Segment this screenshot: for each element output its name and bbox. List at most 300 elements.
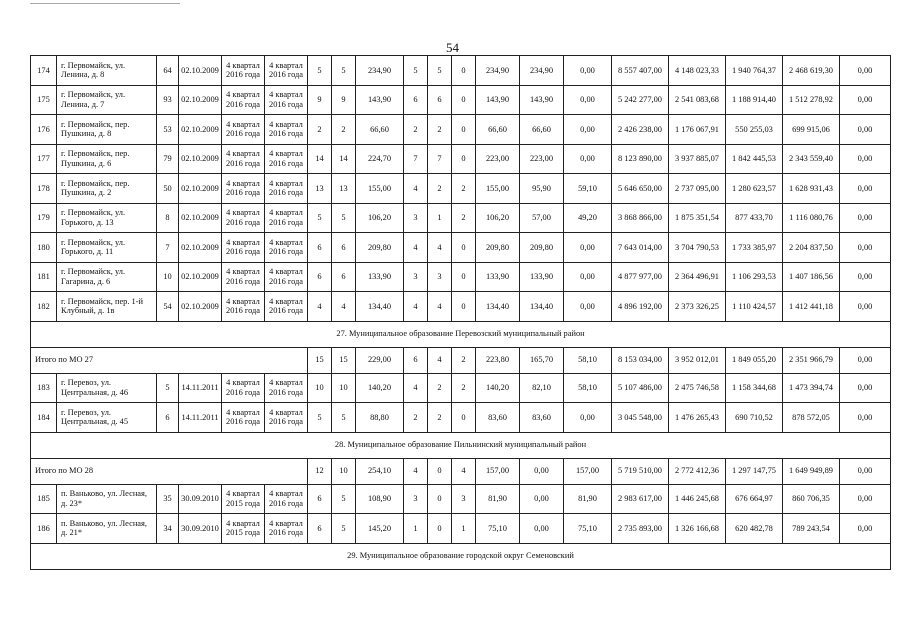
table-row — [31, 292, 891, 322]
quarter-cell: 4 квартал 2016 года — [222, 292, 265, 322]
table-cell: 1 628 931,43 — [783, 174, 840, 204]
date-cell: 02.10.2009 — [179, 85, 222, 115]
top-rule — [30, 3, 180, 4]
address-cell: п. Ваньково, ул. Лесная, д. 23* — [57, 484, 157, 514]
table-cell: 620 482,78 — [726, 514, 783, 544]
section-heading-row — [31, 432, 891, 458]
table-row — [31, 203, 891, 233]
table-cell: 5 — [332, 484, 356, 514]
row-number: 185 — [31, 484, 57, 514]
table-row — [31, 144, 891, 174]
table-cell: 3 868 866,00 — [612, 203, 669, 233]
table-cell: 1 842 445,53 — [726, 144, 783, 174]
table-cell: 550 255,03 — [726, 115, 783, 145]
table-cell: 0,00 — [840, 233, 891, 263]
quarter-cell: 4 квартал 2016 года — [222, 144, 265, 174]
table-cell: 1 158 344,68 — [726, 373, 783, 403]
table-cell: 6 — [308, 262, 332, 292]
total-row — [31, 458, 891, 484]
table-cell: 4 — [404, 233, 428, 263]
address-cell: г. Первомайск, ул. Гагарина, д. 6 — [57, 262, 157, 292]
table-cell: 223,80 — [476, 347, 520, 373]
address-cell: г. Перевоз, ул. Центральная, д. 45 — [57, 403, 157, 433]
table-cell: 165,70 — [520, 347, 564, 373]
address-cell: г. Первомайск, ул. Горького, д. 13 — [57, 203, 157, 233]
row-number: 175 — [31, 85, 57, 115]
table-cell: 0,00 — [564, 115, 612, 145]
table-cell: 234,90 — [520, 56, 564, 86]
table-cell: 0,00 — [564, 144, 612, 174]
table-cell: 81,90 — [564, 484, 612, 514]
table-cell: 209,80 — [356, 233, 404, 263]
row-number: 184 — [31, 403, 57, 433]
table-cell: 157,00 — [564, 458, 612, 484]
table-cell: 58,10 — [564, 347, 612, 373]
table-cell: 2 — [428, 373, 452, 403]
table-cell: 3 937 885,07 — [669, 144, 726, 174]
table-cell: 4 — [308, 292, 332, 322]
table-cell: 1 407 186,56 — [783, 262, 840, 292]
table-cell: 0,00 — [840, 403, 891, 433]
table-cell: 1 473 394,74 — [783, 373, 840, 403]
quarter-cell: 4 квартал 2016 года — [265, 203, 308, 233]
table-cell: 4 — [428, 347, 452, 373]
table-cell: 2 772 412,36 — [669, 458, 726, 484]
table-cell: 0,00 — [840, 347, 891, 373]
table-cell: 4 — [332, 292, 356, 322]
table-cell: 3 — [428, 262, 452, 292]
table-cell: 0 — [452, 115, 476, 145]
table-cell: 789 243,54 — [783, 514, 840, 544]
date-cell: 02.10.2009 — [179, 292, 222, 322]
date-cell: 02.10.2009 — [179, 115, 222, 145]
table-cell: 0,00 — [564, 56, 612, 86]
table-cell: 4 — [404, 174, 428, 204]
table-cell: 3 952 012,01 — [669, 347, 726, 373]
table-cell: 81,90 — [476, 484, 520, 514]
table-cell: 1 733 385,97 — [726, 233, 783, 263]
page-number: 54 — [446, 40, 459, 55]
table-cell: 0,00 — [840, 458, 891, 484]
table-cell: 2 983 617,00 — [612, 484, 669, 514]
table-cell: 0,00 — [840, 514, 891, 544]
table-cell: 0,00 — [520, 458, 564, 484]
table-cell: 2 — [452, 174, 476, 204]
table-cell: 1 280 623,57 — [726, 174, 783, 204]
row-number: 178 — [31, 174, 57, 204]
table-cell: 878 572,05 — [783, 403, 840, 433]
table-cell: 699 915,06 — [783, 115, 840, 145]
table-cell: 6 — [308, 233, 332, 263]
table-cell: 0,00 — [564, 233, 612, 263]
table-cell: 234,90 — [356, 56, 404, 86]
table-cell: 7 — [428, 144, 452, 174]
table-cell: 2 735 893,00 — [612, 514, 669, 544]
table-cell: 5 107 486,00 — [612, 373, 669, 403]
table-cell: 14 — [332, 144, 356, 174]
table-cell: 133,90 — [356, 262, 404, 292]
table-cell: 0 — [428, 458, 452, 484]
table-cell: 35 — [157, 484, 179, 514]
table-cell: 2 — [452, 203, 476, 233]
table-cell: 5 719 510,00 — [612, 458, 669, 484]
table-row — [31, 85, 891, 115]
quarter-cell: 4 квартал 2016 года — [265, 85, 308, 115]
table-cell: 8 153 034,00 — [612, 347, 669, 373]
table-cell: 2 — [404, 115, 428, 145]
quarter-cell: 4 квартал 2016 года — [222, 203, 265, 233]
date-cell: 02.10.2009 — [179, 174, 222, 204]
address-cell: г. Первомайск, ул. Ленина, д. 7 — [57, 85, 157, 115]
table-cell: 5 — [428, 56, 452, 86]
table-cell: 14 — [308, 144, 332, 174]
table-cell: 676 664,97 — [726, 484, 783, 514]
address-cell: г. Первомайск, ул. Ленина, д. 8 — [57, 56, 157, 86]
date-cell: 14.11.2011 — [179, 373, 222, 403]
table-cell: 0 — [428, 514, 452, 544]
table-cell: 157,00 — [476, 458, 520, 484]
table-cell: 2 475 746,58 — [669, 373, 726, 403]
table-cell: 4 — [428, 292, 452, 322]
table-cell: 34 — [157, 514, 179, 544]
table-cell: 58,10 — [564, 373, 612, 403]
table-cell: 4 148 023,33 — [669, 56, 726, 86]
table-cell: 0 — [452, 292, 476, 322]
row-number: 177 — [31, 144, 57, 174]
table-cell: 2 468 619,30 — [783, 56, 840, 86]
table-cell: 66,60 — [356, 115, 404, 145]
address-cell: г. Первомайск, пер. Пушкина, д. 6 — [57, 144, 157, 174]
quarter-cell: 4 квартал 2016 года — [222, 115, 265, 145]
table-cell: 140,20 — [356, 373, 404, 403]
table-cell: 1 512 278,92 — [783, 85, 840, 115]
table-cell: 2 — [404, 403, 428, 433]
table-cell: 10 — [332, 373, 356, 403]
table-cell: 5 — [332, 56, 356, 86]
table-cell: 145,20 — [356, 514, 404, 544]
table-cell: 0 — [452, 56, 476, 86]
table-cell: 1 — [452, 514, 476, 544]
table-cell: 0,00 — [840, 203, 891, 233]
section-heading-row — [31, 321, 891, 347]
table-cell: 15 — [332, 347, 356, 373]
table-cell: 3 045 548,00 — [612, 403, 669, 433]
table-cell: 1 110 424,57 — [726, 292, 783, 322]
address-cell: г. Первомайск, пер. Пушкина, д. 8 — [57, 115, 157, 145]
row-number: 174 — [31, 56, 57, 86]
table-cell: 2 541 083,68 — [669, 85, 726, 115]
table-cell: 0 — [452, 233, 476, 263]
table-cell: 8 — [157, 203, 179, 233]
table-cell: 54 — [157, 292, 179, 322]
table-cell: 5 — [404, 56, 428, 86]
table-cell: 6 — [308, 484, 332, 514]
table-cell: 13 — [332, 174, 356, 204]
table-cell: 254,10 — [356, 458, 404, 484]
table-cell: 1 446 245,68 — [669, 484, 726, 514]
table-cell: 5 — [332, 403, 356, 433]
row-number: 182 — [31, 292, 57, 322]
table-cell: 83,60 — [520, 403, 564, 433]
section-heading: 28. Муниципальное образование Пильнинский муниципальный район — [31, 432, 891, 458]
table-cell: 0,00 — [840, 56, 891, 86]
date-cell: 30.09.2010 — [179, 484, 222, 514]
table-cell: 134,40 — [520, 292, 564, 322]
table-cell: 9 — [332, 85, 356, 115]
table-cell: 0 — [452, 403, 476, 433]
table-cell: 224,70 — [356, 144, 404, 174]
table-cell: 1 476 265,43 — [669, 403, 726, 433]
table-cell: 6 — [157, 403, 179, 433]
quarter-cell: 4 квартал 2016 года — [222, 174, 265, 204]
table-cell: 1 106 293,53 — [726, 262, 783, 292]
table-cell: 2 — [428, 403, 452, 433]
table-cell: 0,00 — [564, 403, 612, 433]
table-cell: 15 — [308, 347, 332, 373]
table-cell: 5 — [308, 203, 332, 233]
table-row — [31, 373, 891, 403]
table-cell: 10 — [332, 458, 356, 484]
quarter-cell: 4 квартал 2016 года — [222, 373, 265, 403]
table-cell: 8 557 407,00 — [612, 56, 669, 86]
table-cell: 2 737 095,00 — [669, 174, 726, 204]
table-cell: 0 — [428, 484, 452, 514]
quarter-cell: 4 квартал 2016 года — [265, 262, 308, 292]
row-number: 176 — [31, 115, 57, 145]
table-cell: 0,00 — [564, 292, 612, 322]
quarter-cell: 4 квартал 2015 года — [222, 514, 265, 544]
table-cell: 6 — [308, 514, 332, 544]
row-number: 179 — [31, 203, 57, 233]
table-cell: 82,10 — [520, 373, 564, 403]
table-row — [31, 514, 891, 544]
table-cell: 0,00 — [840, 373, 891, 403]
table-cell: 223,00 — [520, 144, 564, 174]
table-cell: 53 — [157, 115, 179, 145]
quarter-cell: 4 квартал 2015 года — [222, 484, 265, 514]
table-cell: 10 — [308, 373, 332, 403]
table-cell: 143,90 — [520, 85, 564, 115]
table-cell: 1 188 914,40 — [726, 85, 783, 115]
quarter-cell: 4 квартал 2016 года — [265, 115, 308, 145]
table-cell: 1 — [428, 203, 452, 233]
table-cell: 3 704 790,53 — [669, 233, 726, 263]
table-cell: 143,90 — [476, 85, 520, 115]
table-cell: 1 326 166,68 — [669, 514, 726, 544]
table-cell: 4 — [404, 458, 428, 484]
date-cell: 02.10.2009 — [179, 56, 222, 86]
table-row — [31, 484, 891, 514]
table-cell: 4 896 192,00 — [612, 292, 669, 322]
quarter-cell: 4 квартал 2016 года — [265, 144, 308, 174]
date-cell: 02.10.2009 — [179, 262, 222, 292]
table-cell: 1 940 764,37 — [726, 56, 783, 86]
address-cell: г. Первомайск, ул. Горького, д. 11 — [57, 233, 157, 263]
table-cell: 6 — [332, 233, 356, 263]
table-cell: 5 646 650,00 — [612, 174, 669, 204]
table-cell: 0 — [452, 85, 476, 115]
quarter-cell: 4 квартал 2016 года — [222, 262, 265, 292]
quarter-cell: 4 квартал 2016 года — [265, 292, 308, 322]
total-row — [31, 347, 891, 373]
table-cell: 1 — [404, 514, 428, 544]
date-cell: 02.10.2009 — [179, 144, 222, 174]
quarter-cell: 4 квартал 2016 года — [222, 403, 265, 433]
table-cell: 209,80 — [476, 233, 520, 263]
table-cell: 5 — [308, 403, 332, 433]
table-cell: 7 — [404, 144, 428, 174]
table-cell: 140,20 — [476, 373, 520, 403]
section-heading-row — [31, 543, 891, 569]
table-cell: 5 — [332, 203, 356, 233]
table-cell: 1 875 351,54 — [669, 203, 726, 233]
table-row — [31, 262, 891, 292]
table-cell: 0 — [452, 144, 476, 174]
table-cell: 0,00 — [840, 115, 891, 145]
table-cell: 8 123 890,00 — [612, 144, 669, 174]
table-cell: 7 — [157, 233, 179, 263]
date-cell: 02.10.2009 — [179, 203, 222, 233]
table-cell: 95,90 — [520, 174, 564, 204]
table-cell: 0,00 — [520, 514, 564, 544]
table-cell: 7 643 014,00 — [612, 233, 669, 263]
table-cell: 0,00 — [564, 262, 612, 292]
table-cell: 106,20 — [476, 203, 520, 233]
table-row — [31, 174, 891, 204]
table-cell: 6 — [404, 85, 428, 115]
total-label: Итого по МО 28 — [31, 458, 308, 484]
table-cell: 5 242 277,00 — [612, 85, 669, 115]
table-cell: 0,00 — [840, 85, 891, 115]
row-number: 181 — [31, 262, 57, 292]
table-cell: 134,40 — [356, 292, 404, 322]
table-row — [31, 56, 891, 86]
table-cell: 12 — [308, 458, 332, 484]
table-cell: 4 — [428, 233, 452, 263]
table-cell: 0,00 — [840, 484, 891, 514]
quarter-cell: 4 квартал 2016 года — [265, 403, 308, 433]
table-cell: 66,60 — [520, 115, 564, 145]
quarter-cell: 4 квартал 2016 года — [265, 484, 308, 514]
table-cell: 79 — [157, 144, 179, 174]
section-heading: 29. Муниципальное образование городской округ Семеновский — [31, 543, 891, 569]
table-cell: 2 — [332, 115, 356, 145]
table-cell: 0,00 — [840, 262, 891, 292]
table-cell: 1 649 949,89 — [783, 458, 840, 484]
table-cell: 3 — [404, 484, 428, 514]
table-cell: 2 — [452, 347, 476, 373]
table-cell: 1 412 441,18 — [783, 292, 840, 322]
table-cell: 0,00 — [840, 144, 891, 174]
table-cell: 3 — [404, 203, 428, 233]
table-cell: 133,90 — [520, 262, 564, 292]
table-cell: 75,10 — [476, 514, 520, 544]
table-cell: 0 — [452, 262, 476, 292]
table-cell: 223,00 — [476, 144, 520, 174]
table-cell: 1 297 147,75 — [726, 458, 783, 484]
address-cell: п. Ваньково, ул. Лесная, д. 21* — [57, 514, 157, 544]
quarter-cell: 4 квартал 2016 года — [265, 373, 308, 403]
table-cell: 2 — [428, 174, 452, 204]
table-cell: 690 710,52 — [726, 403, 783, 433]
table-cell: 57,00 — [520, 203, 564, 233]
table-cell: 209,80 — [520, 233, 564, 263]
housing-table — [30, 55, 891, 570]
table-cell: 6 — [428, 85, 452, 115]
table-cell: 2 — [308, 115, 332, 145]
table-cell: 133,90 — [476, 262, 520, 292]
table-cell: 106,20 — [356, 203, 404, 233]
table-cell: 2 426 238,00 — [612, 115, 669, 145]
table-cell: 75,10 — [564, 514, 612, 544]
table-cell: 88,80 — [356, 403, 404, 433]
table-cell: 5 — [332, 514, 356, 544]
table-cell: 1 116 080,76 — [783, 203, 840, 233]
date-cell: 02.10.2009 — [179, 233, 222, 263]
quarter-cell: 4 квартал 2016 года — [222, 233, 265, 263]
table-cell: 4 — [404, 292, 428, 322]
table-cell: 2 351 966,79 — [783, 347, 840, 373]
table-row — [31, 233, 891, 263]
table-cell: 0,00 — [840, 292, 891, 322]
table-cell: 13 — [308, 174, 332, 204]
section-heading: 27. Муниципальное образование Перевозский муниципальный район — [31, 321, 891, 347]
table-cell: 50 — [157, 174, 179, 204]
table-cell: 3 — [452, 484, 476, 514]
quarter-cell: 4 квартал 2016 года — [265, 233, 308, 263]
table-cell: 229,00 — [356, 347, 404, 373]
table-cell: 3 — [404, 262, 428, 292]
quarter-cell: 4 квартал 2016 года — [265, 174, 308, 204]
address-cell: г. Первомайск, пер. Пушкина, д. 2 — [57, 174, 157, 204]
table-cell: 4 877 977,00 — [612, 262, 669, 292]
total-label: Итого по МО 27 — [31, 347, 308, 373]
table-cell: 155,00 — [476, 174, 520, 204]
table-cell: 2 — [428, 115, 452, 145]
address-cell: г. Перевоз, ул. Центральная, д. 46 — [57, 373, 157, 403]
table-cell: 234,90 — [476, 56, 520, 86]
table-cell: 108,90 — [356, 484, 404, 514]
table-cell: 1 849 055,20 — [726, 347, 783, 373]
address-cell: г. Первомайск, пер. 1-й Клубный, д. 1в — [57, 292, 157, 322]
table-cell: 5 — [157, 373, 179, 403]
table-cell: 10 — [157, 262, 179, 292]
table-cell: 2 343 559,40 — [783, 144, 840, 174]
quarter-cell: 4 квартал 2016 года — [265, 514, 308, 544]
table-cell: 155,00 — [356, 174, 404, 204]
table-cell: 860 706,35 — [783, 484, 840, 514]
table-cell: 1 176 067,91 — [669, 115, 726, 145]
table-cell: 143,90 — [356, 85, 404, 115]
table-cell: 64 — [157, 56, 179, 86]
table-cell: 49,20 — [564, 203, 612, 233]
table-row — [31, 115, 891, 145]
table-cell: 6 — [332, 262, 356, 292]
quarter-cell: 4 квартал 2016 года — [222, 56, 265, 86]
table-cell: 0,00 — [840, 174, 891, 204]
table-cell: 0,00 — [520, 484, 564, 514]
table-cell: 66,60 — [476, 115, 520, 145]
table-cell: 877 433,70 — [726, 203, 783, 233]
table-cell: 2 — [452, 373, 476, 403]
table-cell: 6 — [404, 347, 428, 373]
table-cell: 134,40 — [476, 292, 520, 322]
table-cell: 2 204 837,50 — [783, 233, 840, 263]
table-cell: 4 — [452, 458, 476, 484]
quarter-cell: 4 квартал 2016 года — [222, 85, 265, 115]
date-cell: 14.11.2011 — [179, 403, 222, 433]
table-cell: 93 — [157, 85, 179, 115]
